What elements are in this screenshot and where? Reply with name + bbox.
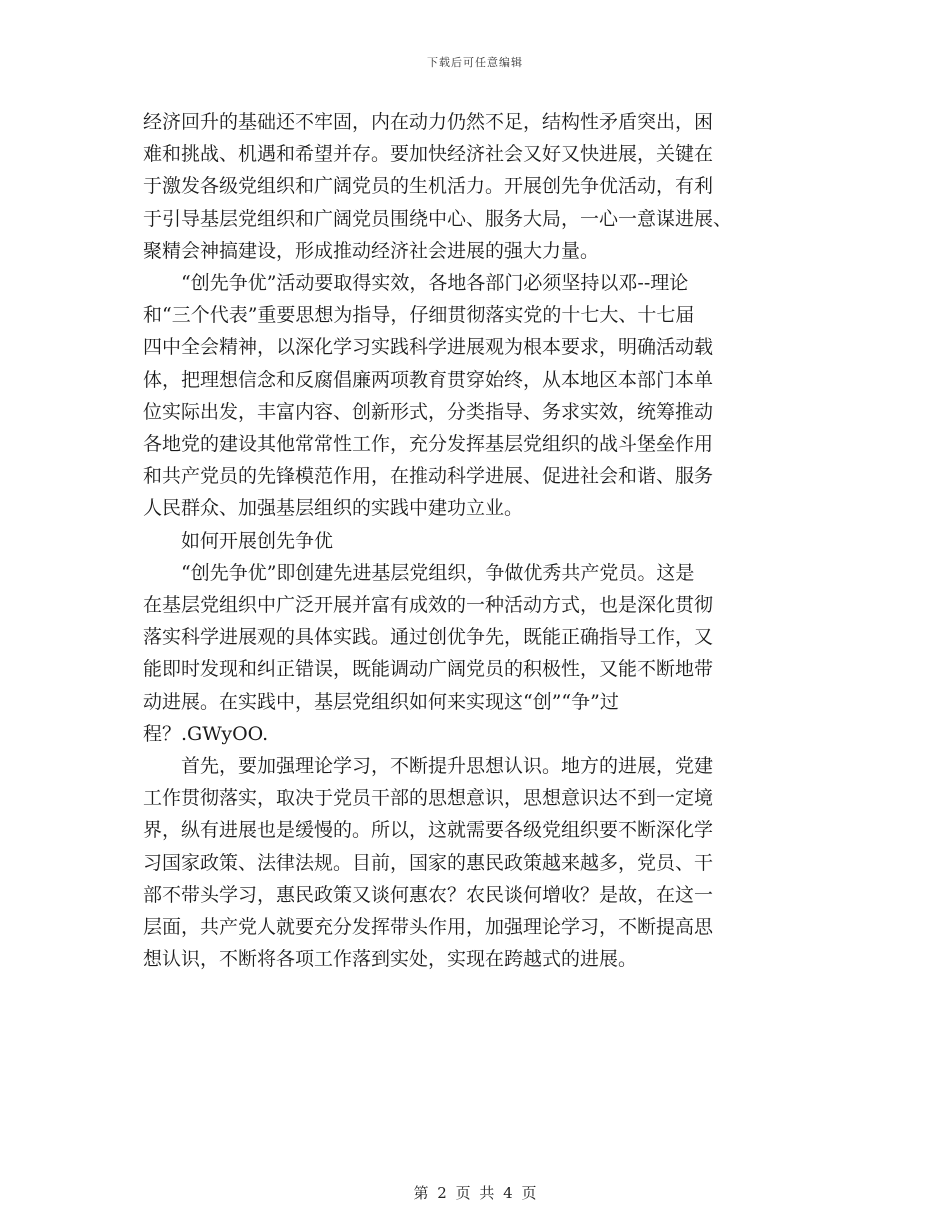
text-line: 部不带头学习，惠民政策又谈何惠农？农民谈何增收？是故，在这一	[143, 883, 714, 906]
text-line: 落实科学进展观的具体实践。通过创优争先，既能正确指导工作，又	[143, 626, 714, 649]
text-line: 人民群众、加强基层组织的实践中建功立业。	[143, 497, 524, 520]
text-line: 界，纵有进展也是缓慢的。所以，这就需要各级党组织要不断深化学	[143, 819, 714, 842]
text-line: 难和挑战、机遇和希望并存。要加快经济社会又好又快进展，关键在	[143, 143, 714, 166]
text-line: 能即时发现和纠正错误，既能调动广阔党员的积极性，又能不断地带	[143, 658, 714, 681]
text-line: 和共产党员的先锋模范作用，在推动科学进展、促进社会和谐、服务	[143, 465, 714, 488]
heading-text: 如何开展创先争优	[181, 529, 334, 552]
paragraph-1	[143, 106, 808, 267]
text-line: “创先争优”活动要取得实效，各地各部门必须坚持以邓--理论	[181, 272, 689, 295]
section-heading	[143, 525, 808, 557]
text-line: 动进展。在实践中，基层党组织如何来实现这“创”“争”过	[143, 690, 619, 713]
text-line: 在基层党组织中广泛开展并富有成效的一种活动方式，也是深化贯彻	[143, 594, 714, 617]
text-line: 各地党的建设其他常常性工作，充分发挥基层党组织的战斗堡垒作用	[143, 433, 714, 456]
text-line: 位实际出发，丰富内容、创新形式，分类指导、务求实效，统筹推动	[143, 400, 714, 423]
text-line: 经济回升的基础还不牢固，内在动力仍然不足，结构性矛盾突出，困	[143, 111, 714, 133]
text-line: 工作贯彻落实，取决于党员干部的思想意识，思想意识达不到一定境	[143, 787, 714, 810]
paragraph-4	[143, 750, 808, 975]
text-line: “创先争优”即创建先进基层党组织，争做优秀共产党员。这是	[181, 561, 695, 584]
text-line: 于引导基层党组织和广阔党员围绕中心、服务大局，一心一意谋进展、	[143, 207, 733, 230]
paragraph-3	[143, 557, 808, 750]
document-body	[143, 106, 808, 975]
text-line: 习国家政策、法律法规。目前，国家的惠民政策越来越多，党员、干	[143, 851, 714, 874]
page-number: 第 2 页 共 4 页	[413, 1184, 537, 1202]
text-line: 聚精会神搞建设，形成推动经济社会进展的强大力量。	[143, 239, 600, 262]
text-line: 和“三个代表”重要思想为指导，仔细贯彻落实党的十七大、十七届	[143, 304, 695, 327]
paragraph-2	[143, 267, 808, 525]
text-line: 想认识，不断将各项工作落到实处，实现在跨越式的进展。	[143, 948, 638, 971]
text-line: 体，把理想信念和反腐倡廉两项教育贯穿始终，从本地区本部门本单	[143, 368, 714, 391]
text-line: 首先，要加强理论学习，不断提升思想认识。地方的进展，党建	[181, 755, 714, 778]
page-header: 下载后可任意编辑	[427, 56, 523, 69]
text-line: 于激发各级党组织和广阔党员的生机活力。开展创先争优活动，有利	[143, 175, 714, 198]
text-line: 四中全会精神，以深化学习实践科学进展观为根本要求，明确活动载	[143, 336, 714, 359]
text-line: 层面，共产党人就要充分发挥带头作用，加强理论学习，不断提高思	[143, 916, 714, 939]
text-line: 程？.GWyOO.	[143, 722, 269, 745]
